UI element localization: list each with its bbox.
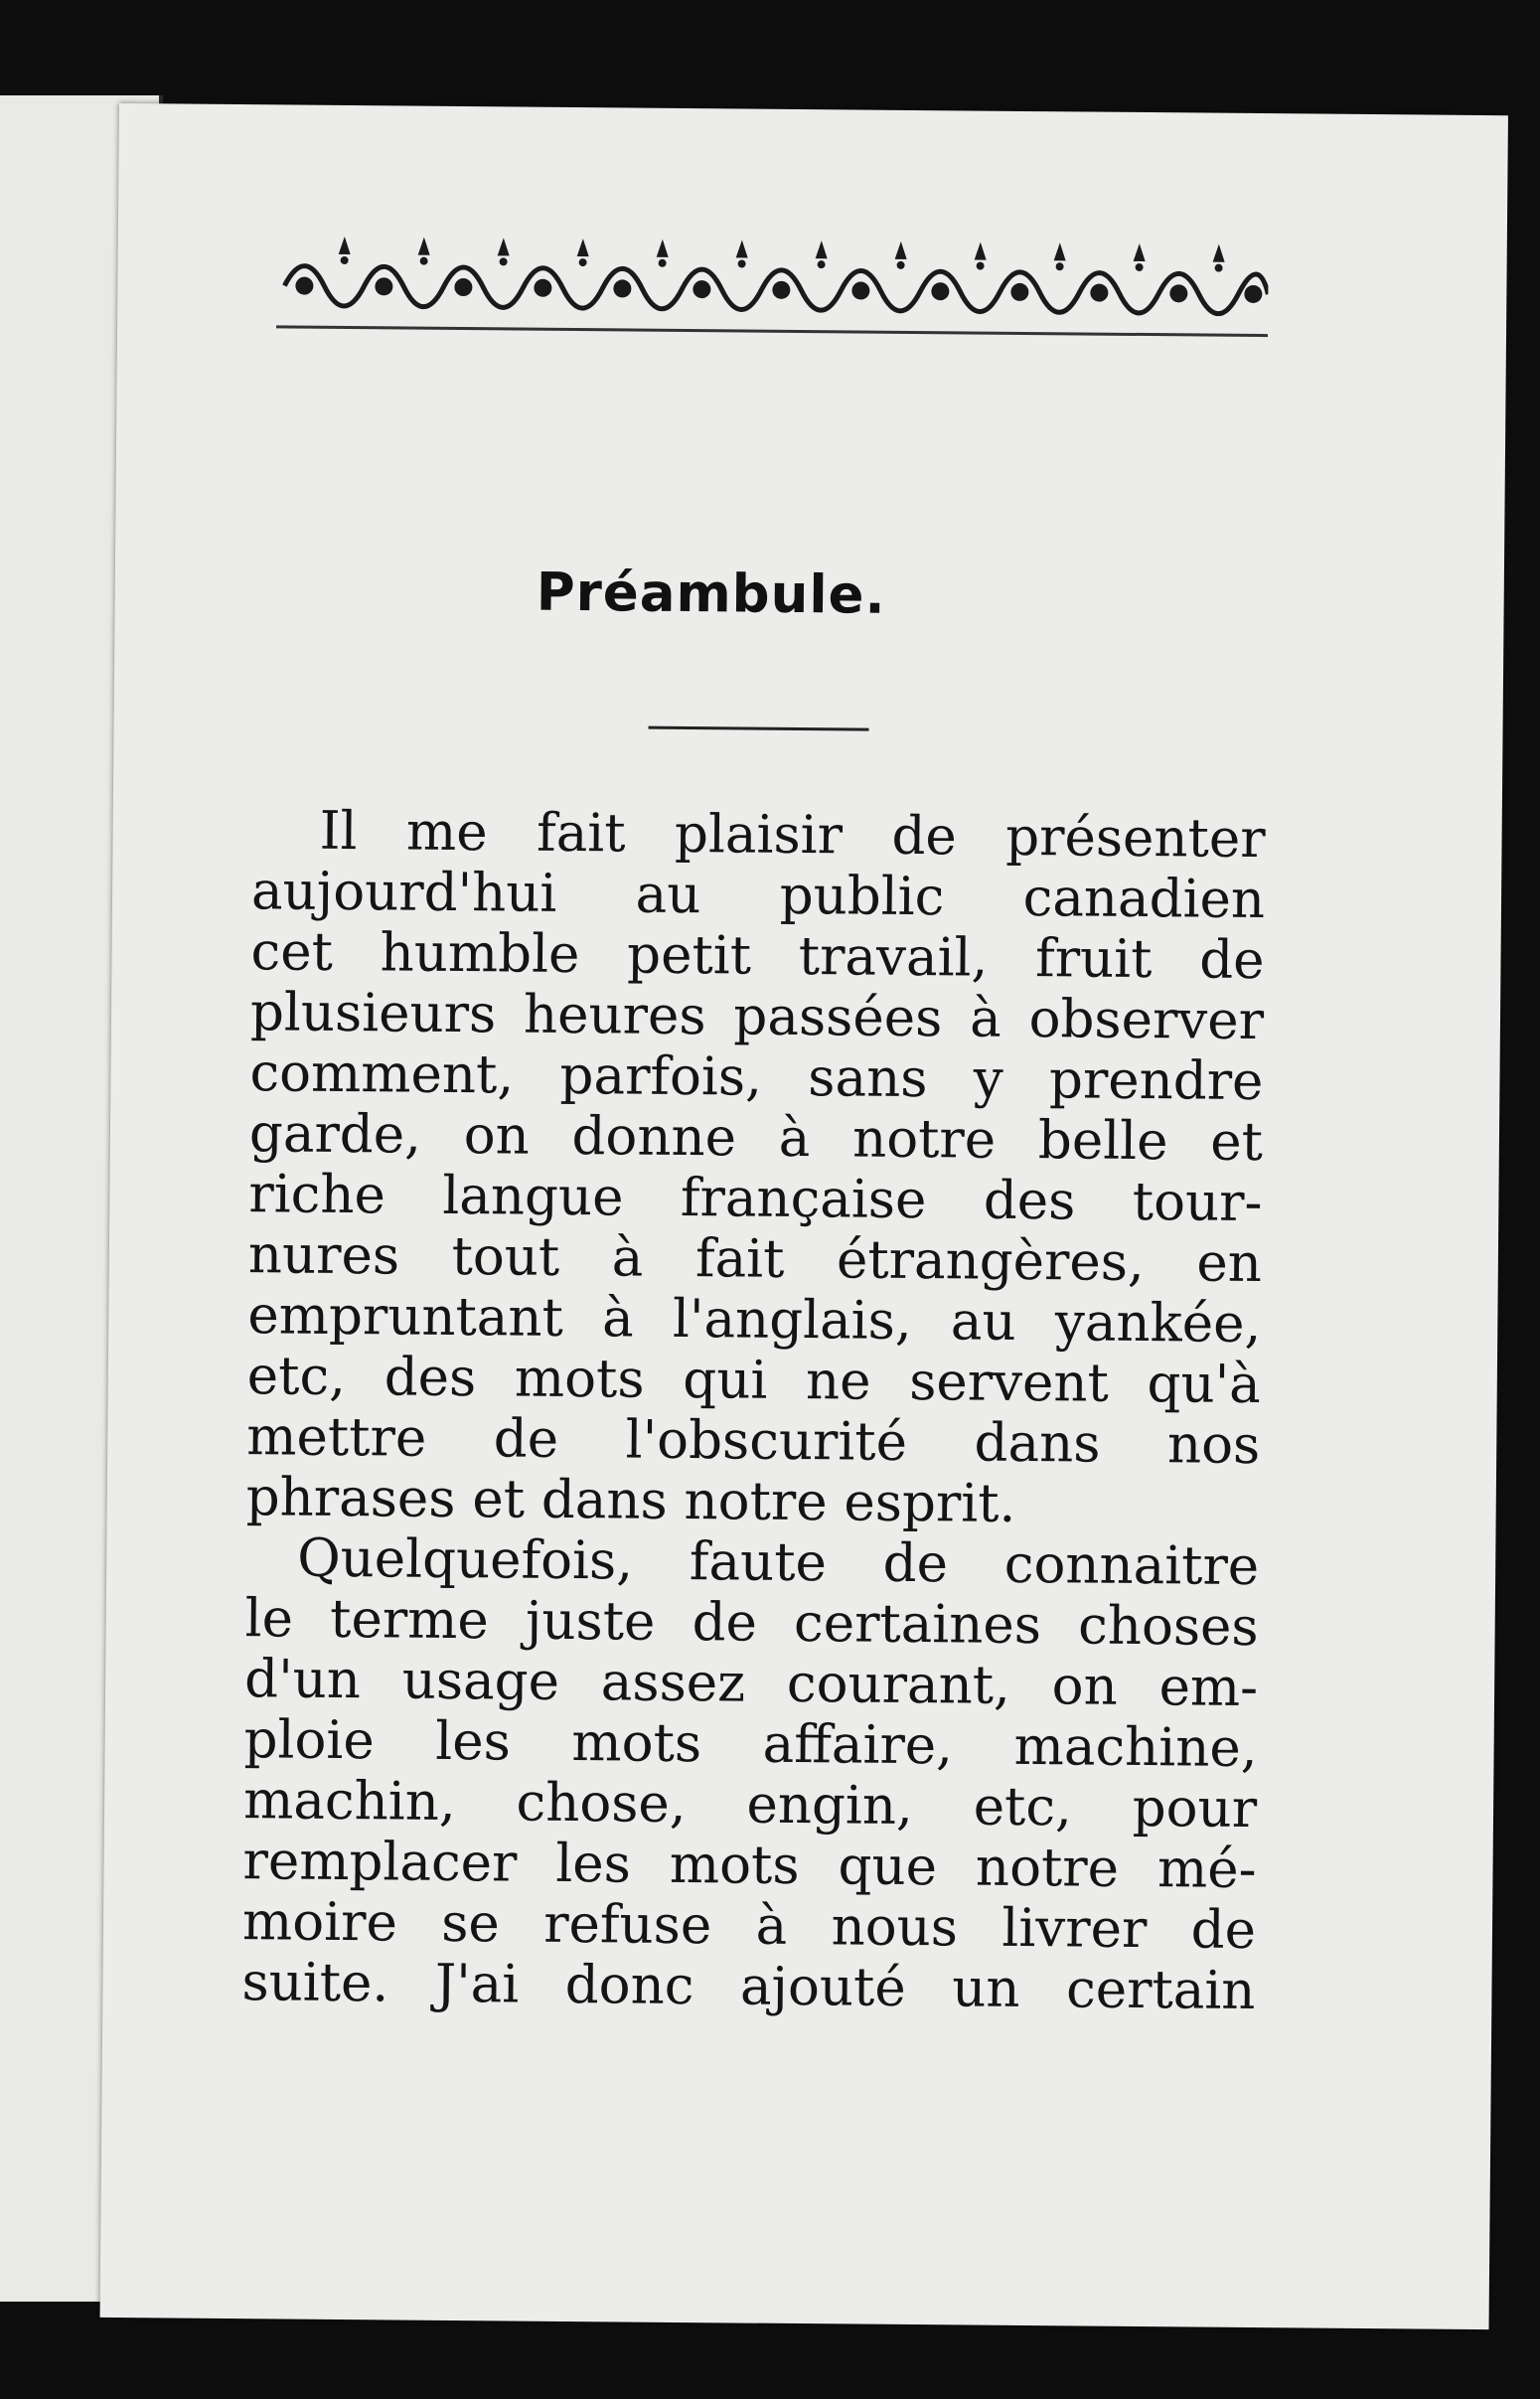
- body-text: [241, 800, 1266, 2021]
- text-line: d'un usage assez courant, on em-: [243, 1649, 1259, 1719]
- text-line: le terme juste de certaines choses: [244, 1588, 1259, 1659]
- text-line: aujourd'hui au public canadien: [250, 861, 1266, 931]
- title-rule-divider: [649, 726, 869, 731]
- text-line: mettre de l'obscurité dans nos: [246, 1406, 1261, 1477]
- text-line: plusieurs heures passées à observer: [249, 982, 1265, 1052]
- text-line: nures tout à fait étrangères, en: [247, 1224, 1263, 1295]
- text-line: phrases et dans notre esprit.: [245, 1467, 1016, 1534]
- document-page: [100, 103, 1508, 2329]
- decorative-border-ornament: [274, 216, 1269, 324]
- text-line: empruntant à l'anglais, au yankée,: [247, 1285, 1262, 1356]
- text-line: machin, chose, engin, etc, pour: [242, 1770, 1258, 1840]
- text-line: riche langue française des tour-: [248, 1164, 1263, 1234]
- text-line: comment, parfois, sans y prendre: [249, 1042, 1264, 1113]
- text-line: garde, on donne à notre belle et: [248, 1103, 1264, 1174]
- text-line: Quelquefois, faute de connaitre: [296, 1527, 1260, 1598]
- text-line: remplacer les mots que notre mé-: [242, 1831, 1257, 1901]
- top-rule-divider: [276, 325, 1268, 337]
- text-line: Il me fait plaisir de présenter: [319, 800, 1266, 871]
- text-line: cet humble petit travail, fruit de: [250, 921, 1265, 992]
- text-line: etc, des mots qui ne servent qu'à: [246, 1346, 1262, 1416]
- text-line: suite. J'ai donc ajouté un certain: [241, 1952, 1256, 2022]
- page-title: Préambule.: [536, 561, 886, 626]
- text-line: moire se refuse à nous livrer de: [241, 1891, 1257, 1962]
- text-line: ploie les mots affaire, machine,: [243, 1709, 1258, 1780]
